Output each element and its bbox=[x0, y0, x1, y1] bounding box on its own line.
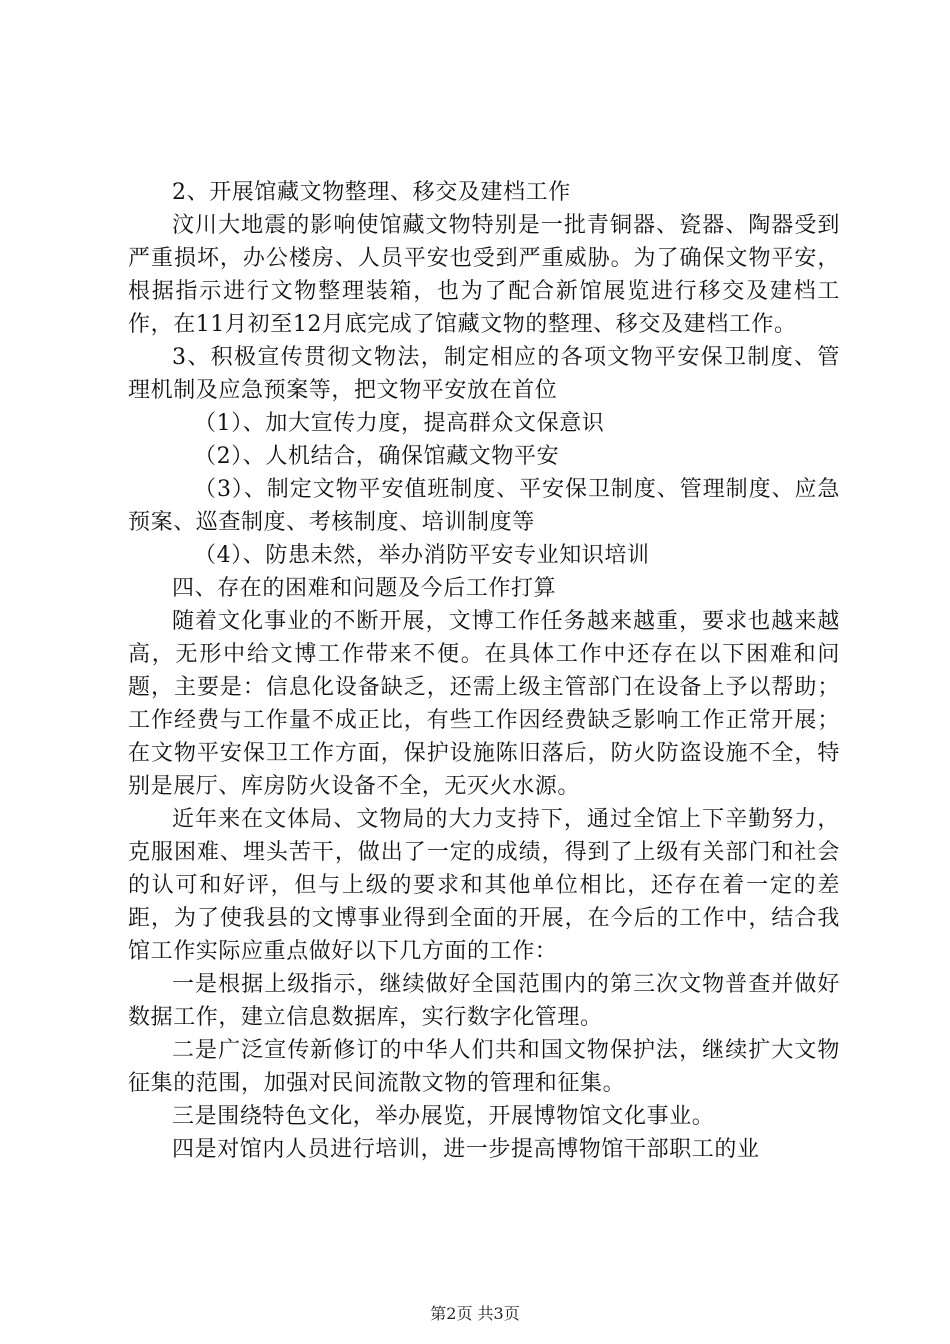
section-heading: 四、存在的困难和问题及今后工作打算 bbox=[172, 576, 557, 601]
section-heading: 2、开展馆藏文物整理、移交及建档工作 bbox=[172, 180, 571, 205]
page-number-footer: 第2页 共3页 bbox=[430, 1304, 520, 1323]
list-item: （4）、防患未然，举办消防平安专业知识培训 bbox=[194, 543, 650, 568]
body-paragraph: 二是广泛宣传新修订的中华人们共和国文物保护法，继续扩大文物征集的范围，加强对民间流散文物的管理和征集。 bbox=[128, 1038, 840, 1096]
list-item: （2）、人机结合，确保馆藏文物平安 bbox=[194, 444, 560, 469]
body-paragraph: 三是围绕特色文化，举办展览，开展博物馆文化事业。 bbox=[172, 1104, 715, 1129]
list-item: （3）、制定文物平安值班制度、平安保卫制度、管理制度、应急预案、巡查制度、考核制度、培训制度等 bbox=[128, 477, 840, 535]
section-heading: 3、积极宣传贯彻文物法，制定相应的各项文物平安保卫制度、管理机制及应急预案等，把文物平安放在首位 bbox=[128, 345, 840, 403]
body-paragraph: 一是根据上级指示，继续做好全国范围内的第三次文物普查并做好数据工作，建立信息数据库，实行数字化管理。 bbox=[128, 972, 840, 1030]
body-paragraph: 四是对馆内人员进行培训，进一步提高博物馆干部职工的业 bbox=[172, 1137, 760, 1162]
list-item: （1）、加大宣传力度，提高群众文保意识 bbox=[194, 411, 605, 436]
body-paragraph: 近年来在文体局、文物局的大力支持下，通过全馆上下辛勤努力，克服困难、埋头苦干，做出了一定的成绩，得到了上级有关部门和社会的认可和好评，但与上级的要求和其他单位相比，还存在着一定的差距，为了使我县的文博事业得到全面的开展，在今后的工作中，结合我馆工作实际应重点做好以下几方面的工作： bbox=[128, 807, 840, 964]
body-paragraph: 随着文化事业的不断开展，文博工作任务越来越重，要求也越来越高，无形中给文博工作带来不便。在具体工作中还存在以下困难和问题，主要是：信息化设备缺乏，还需上级主管部门在设备上予以帮助；工作经费与工作量不成正比，有些工作因经费缺乏影响工作正常开展；在文物平安保卫工作方面，保护设施陈旧落后，防火防盗设施不全，特别是展厅、库房防火设备不全，无灭火水源。 bbox=[128, 609, 840, 799]
body-paragraph: 汶川大地震的影响使馆藏文物特别是一批青铜器、瓷器、陶器受到严重损坏，办公楼房、人员平安也受到严重威胁。为了确保文物平安，根据指示进行文物整理装箱，也为了配合新馆展览进行移交及建档工作，在11月初至12月底完成了馆藏文物的整理、移交及建档工作。 bbox=[128, 213, 840, 337]
document-body bbox=[128, 176, 840, 1166]
